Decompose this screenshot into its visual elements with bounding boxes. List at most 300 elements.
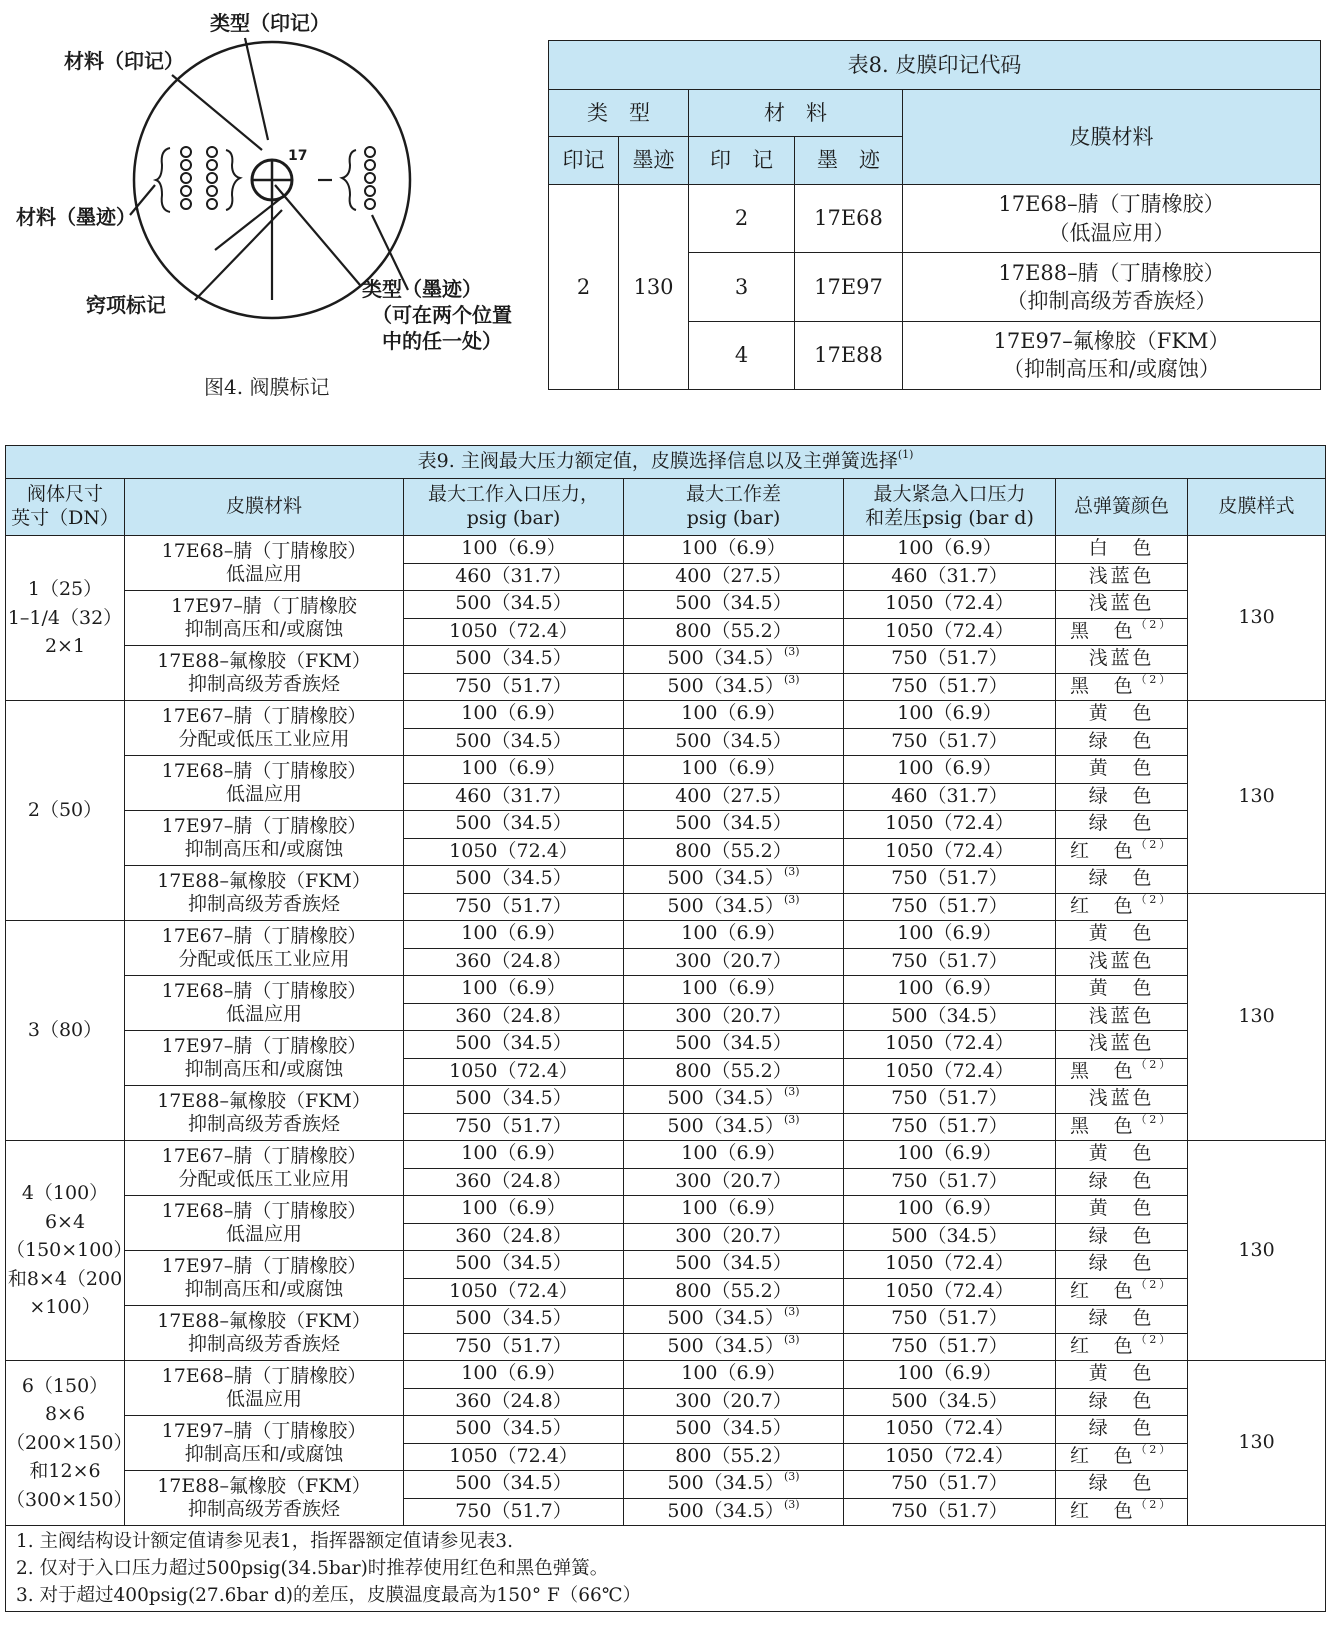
table9-diff-value: 100（6.9） — [681, 702, 786, 725]
table9-inlet: 460（31.7） — [404, 563, 624, 591]
table9-emergency: 500（34.5） — [844, 1003, 1056, 1031]
table8-material-line2: （抑制高压和/或腐蚀） — [1002, 357, 1221, 382]
table8-header-material: 材 料 — [689, 89, 903, 137]
table9-inlet: 500（34.5） — [404, 1416, 624, 1444]
table9-diff — [624, 701, 844, 729]
table9-diff-note: (3) — [783, 1497, 800, 1511]
table9-material — [125, 536, 404, 591]
table9-inlet: 1050（72.4） — [404, 1058, 624, 1086]
table9-diff — [624, 1086, 844, 1114]
table9-diff-value: 500（34.5） — [667, 647, 784, 670]
table9-diff-value: 100（6.9） — [681, 922, 786, 945]
table9-inlet: 360（24.8） — [404, 1223, 624, 1251]
table9-inlet: 100（6.9） — [404, 536, 624, 564]
table9-row — [6, 921, 1326, 949]
table9-emergency: 1050（72.4） — [844, 1058, 1056, 1086]
table9-spring — [1056, 701, 1188, 729]
table9-spring — [1056, 1278, 1188, 1306]
table8-material-line2: （低温应用） — [1048, 220, 1175, 245]
table9-size-line: 6（150） — [21, 1374, 109, 1397]
table9-material-line: 17E97–腈（丁腈橡胶） — [161, 1035, 367, 1058]
table9-inlet: 1050（72.4） — [404, 618, 624, 646]
table9-emergency: 750（51.7） — [844, 646, 1056, 674]
table9-spring — [1056, 1031, 1188, 1059]
table9-inlet: 1050（72.4） — [404, 838, 624, 866]
table9-inlet: 100（6.9） — [404, 701, 624, 729]
table9-material-line: 17E88–氟橡胶（FKM） — [157, 1310, 371, 1333]
table9-emergency: 750（51.7） — [844, 1086, 1056, 1114]
table8-header-ink2: 墨 迹 — [795, 137, 903, 185]
right-brace — [342, 150, 356, 210]
table9-material — [125, 1306, 404, 1361]
table9-material — [125, 1251, 404, 1306]
table9-style: 130 — [1188, 1361, 1326, 1526]
table9-size-line: 6×4 — [44, 1210, 86, 1233]
table9-emergency: 100（6.9） — [844, 976, 1056, 1004]
table9-diff-value: 300（20.7） — [675, 1169, 792, 1192]
label-kit-mark: 窍项标记 — [86, 293, 166, 317]
table9-emergency: 100（6.9） — [844, 536, 1056, 564]
table9-spring-color: 红 色 — [1069, 1499, 1136, 1522]
table9-spring-color: 黑 色 — [1069, 1114, 1136, 1137]
table9-inlet: 500（34.5） — [404, 646, 624, 674]
table9-spring — [1056, 1471, 1188, 1499]
table9-spring — [1056, 1113, 1188, 1141]
table9-diff-note: (3) — [783, 1470, 800, 1484]
table9-inlet: 100（6.9） — [404, 1196, 624, 1224]
table9-spring-color: 红 色 — [1069, 839, 1136, 862]
table9-size-line: ×100） — [29, 1296, 101, 1319]
table9-diff — [624, 1443, 844, 1471]
ink-dots-left — [181, 147, 217, 209]
table8-header-stamp2: 印 记 — [689, 137, 795, 185]
table8-diaphragm-material — [903, 253, 1321, 321]
table9-row — [6, 1141, 1326, 1169]
table9-inlet: 360（24.8） — [404, 1388, 624, 1416]
table9-spring-color: 绿 色 — [1088, 1417, 1155, 1440]
mid-brace — [226, 150, 240, 210]
table8-diaphragm-material — [903, 321, 1321, 389]
table9-spring — [1056, 811, 1188, 839]
table9-diff — [624, 948, 844, 976]
table9-material-line: 17E68–腈（丁腈橡胶） — [161, 1365, 367, 1388]
table9-emergency: 100（6.9） — [844, 756, 1056, 784]
table9-spring-color: 绿 色 — [1088, 784, 1155, 807]
table9-diff — [624, 1471, 844, 1499]
table9-emergency: 750（51.7） — [844, 1113, 1056, 1141]
table9-emergency: 750（51.7） — [844, 1498, 1056, 1526]
table9-diff-value: 300（20.7） — [675, 949, 792, 972]
table9-row — [6, 1031, 1326, 1059]
table9-spring-color: 黄 色 — [1088, 1142, 1155, 1165]
table8-material-line1: 17E97–氟橡胶（FKM） — [993, 328, 1230, 353]
table9-diff-value: 500（34.5） — [667, 867, 784, 890]
table9-emergency: 750（51.7） — [844, 866, 1056, 894]
table9-header-diff: 最大工作差 psig (bar) — [624, 479, 844, 536]
label-type-ink: 类型（墨迹） — [362, 277, 482, 301]
table9-material-line: 分配或低压工业应用 — [178, 1168, 350, 1190]
table9-size-line: （150×100） — [6, 1239, 133, 1262]
table9-spring — [1056, 893, 1188, 921]
table9-material — [125, 1086, 404, 1141]
table9-diff-value: 500（34.5） — [667, 1334, 784, 1357]
table9-spring-note: （2） — [1135, 1332, 1174, 1346]
table9-material-line: 低温应用 — [225, 1223, 302, 1245]
table9-diff — [624, 1141, 844, 1169]
table9-material-line: 17E68–腈（丁腈橡胶） — [161, 760, 367, 783]
table9-diff — [624, 1416, 844, 1444]
table9-diff — [624, 838, 844, 866]
table9-diff — [624, 1306, 844, 1334]
table9-emergency: 1050（72.4） — [844, 591, 1056, 619]
table9-row — [6, 536, 1326, 564]
table9-material-line: 低温应用 — [225, 783, 302, 805]
table9-spring-color: 绿 色 — [1088, 1307, 1155, 1330]
table9-size-line: 和12×6 — [29, 1460, 101, 1483]
table9-diff-value: 500（34.5） — [675, 812, 792, 835]
table9-inlet: 100（6.9） — [404, 1361, 624, 1389]
table9-emergency: 750（51.7） — [844, 1471, 1056, 1499]
table9-spring — [1056, 1058, 1188, 1086]
table9-size-line: 和8×4（200 — [7, 1267, 123, 1290]
table9-diff-value: 500（34.5） — [675, 592, 792, 615]
table9-material-line: 17E68–腈（丁腈橡胶） — [161, 540, 367, 563]
table9-diff-value: 100（6.9） — [681, 1197, 786, 1220]
table9-header-size: 阀体尺寸 英寸（DN） — [6, 479, 125, 536]
table8 — [548, 40, 1321, 390]
table9-material — [125, 701, 404, 756]
table9-material-line: 17E68–腈（丁腈橡胶） — [161, 1200, 367, 1223]
table9-diff-value: 500（34.5） — [667, 1472, 784, 1495]
table9-spring-color: 黄 色 — [1088, 757, 1155, 780]
table9-diff-value: 100（6.9） — [681, 1142, 786, 1165]
table9-spring — [1056, 1306, 1188, 1334]
table9-diff — [624, 811, 844, 839]
table9-inlet: 500（34.5） — [404, 811, 624, 839]
table9-style: 130 — [1188, 893, 1326, 1141]
table9-spring — [1056, 1223, 1188, 1251]
table9-material-line: 分配或低压工业应用 — [178, 728, 350, 750]
table9-material — [125, 1196, 404, 1251]
table9-diff — [624, 1003, 844, 1031]
table9-emergency: 750（51.7） — [844, 673, 1056, 701]
table9-material-line: 17E67–腈（丁腈橡胶） — [161, 705, 367, 728]
table9-spring — [1056, 1498, 1188, 1526]
table9-diff-value: 400（27.5） — [675, 784, 792, 807]
table9-emergency: 750（51.7） — [844, 893, 1056, 921]
table9-header-inlet: 最大工作入口压力， psig (bar) — [404, 479, 624, 536]
table9-material-line: 抑制高级芳香族烃 — [187, 1113, 340, 1135]
table8-type-ink: 130 — [619, 184, 689, 389]
table9-spring — [1056, 1168, 1188, 1196]
diaphragm-marking-diagram — [0, 0, 540, 420]
table9-diff — [624, 1333, 844, 1361]
table9-material — [125, 591, 404, 646]
table9-diff — [624, 1388, 844, 1416]
table9-spring — [1056, 646, 1188, 674]
table9-diff-value: 300（20.7） — [675, 1004, 792, 1027]
table9-size-line: 1–1/4（32） — [7, 606, 123, 629]
table9-spring — [1056, 1388, 1188, 1416]
table8-material-stamp: 2 — [689, 184, 795, 252]
table9-inlet: 500（34.5） — [404, 866, 624, 894]
table8-material-line1: 17E88–腈（丁腈橡胶） — [998, 260, 1225, 285]
label-type-stamp: 类型（印记） — [210, 11, 330, 35]
table9-material — [125, 1416, 404, 1471]
table9-row — [6, 1416, 1326, 1444]
table9-spring-color: 绿 色 — [1088, 812, 1155, 835]
table9-spring — [1056, 591, 1188, 619]
table9-diff — [624, 591, 844, 619]
table9-inlet: 100（6.9） — [404, 756, 624, 784]
table9-header-emergency: 最大紧急入口压力 和差压psig (bar d) — [844, 479, 1056, 536]
table9-emergency: 460（31.7） — [844, 563, 1056, 591]
table9-spring — [1056, 1196, 1188, 1224]
table9-size-line: 2×1 — [44, 635, 86, 658]
table8-diaphragm-material — [903, 184, 1321, 252]
table9-spring — [1056, 838, 1188, 866]
table9-material-line: 抑制高压和/或腐蚀 — [184, 838, 344, 860]
table9-diff-note: (3) — [783, 865, 800, 879]
table9-inlet: 500（34.5） — [404, 591, 624, 619]
table9-spring-color: 绿 色 — [1088, 867, 1155, 890]
table9-emergency: 1050（72.4） — [844, 1278, 1056, 1306]
table9-style: 130 — [1188, 1141, 1326, 1361]
table9-material — [125, 976, 404, 1031]
table9-diff-value: 500（34.5） — [667, 1307, 784, 1330]
table9-diff-value: 100（6.9） — [681, 977, 786, 1000]
table9-row — [6, 1086, 1326, 1114]
table9-diff — [624, 1196, 844, 1224]
table9-spring-color: 黄 色 — [1088, 1197, 1155, 1220]
table9-emergency: 460（31.7） — [844, 783, 1056, 811]
table9-material-line: 17E88–氟橡胶（FKM） — [157, 870, 371, 893]
table9-spring-color: 黑 色 — [1069, 674, 1136, 697]
table9-material-line: 17E97–腈（丁腈橡胶） — [161, 1420, 367, 1443]
table9-diff — [624, 1278, 844, 1306]
table9-diff — [624, 866, 844, 894]
table9-inlet: 100（6.9） — [404, 1141, 624, 1169]
table9-inlet: 500（34.5） — [404, 728, 624, 756]
table9-inlet: 750（51.7） — [404, 1113, 624, 1141]
table9-header-spring: 总弹簧颜色 — [1056, 479, 1188, 536]
table9-spring-color: 绿 色 — [1088, 1472, 1155, 1495]
table9-diff-value: 400（27.5） — [675, 564, 792, 587]
table9-inlet: 500（34.5） — [404, 1471, 624, 1499]
table9-diff — [624, 1113, 844, 1141]
table8-material-line2: （抑制高级芳香族烃） — [1006, 288, 1217, 313]
table9-size — [6, 1361, 133, 1526]
table9-diff-value: 500（34.5） — [667, 1087, 784, 1110]
table9-diff — [624, 976, 844, 1004]
table9-row — [6, 1196, 1326, 1224]
table9-emergency: 750（51.7） — [844, 1306, 1056, 1334]
table8-header-diaphragm-material: 皮膜材料 — [903, 89, 1321, 184]
table9-row — [6, 976, 1326, 1004]
table9-spring-color: 黄 色 — [1088, 1362, 1155, 1385]
table9-diff-note: (3) — [783, 645, 800, 659]
table9-row — [6, 1471, 1326, 1499]
table9-material — [125, 811, 404, 866]
table9-inlet: 500（34.5） — [404, 1306, 624, 1334]
table9-spring — [1056, 783, 1188, 811]
table9-emergency: 500（34.5） — [844, 1223, 1056, 1251]
table9-spring — [1056, 866, 1188, 894]
table8-material-stamp: 4 — [689, 321, 795, 389]
table9-spring — [1056, 728, 1188, 756]
table9-material — [125, 1141, 404, 1196]
table9-spring-color: 浅蓝色 — [1088, 647, 1155, 670]
table9-row — [6, 756, 1326, 784]
table9-material-line: 17E97–腈（丁腈橡胶） — [161, 1255, 367, 1278]
table9-material — [125, 646, 404, 701]
table9-emergency: 500（34.5） — [844, 1388, 1056, 1416]
table9-material — [125, 1471, 404, 1526]
table9-material-line: 17E68–腈（丁腈橡胶） — [161, 980, 367, 1003]
table8-material-ink: 17E88 — [795, 321, 903, 389]
table9-size-line: 2（50） — [27, 799, 103, 822]
table9-diff — [624, 646, 844, 674]
table9-spring — [1056, 618, 1188, 646]
table9-material-line: 抑制高级芳香族烃 — [187, 673, 340, 695]
table9-inlet: 360（24.8） — [404, 1003, 624, 1031]
table9-spring-color: 红 色 — [1069, 1279, 1136, 1302]
table9-diff-note: (3) — [783, 1305, 800, 1319]
label-material-ink: 材料（墨迹） — [16, 205, 136, 229]
table9-diff — [624, 618, 844, 646]
table9-spring-color: 黑 色 — [1069, 619, 1136, 642]
table9-spring-color: 浅蓝色 — [1088, 949, 1155, 972]
table9-diff-value: 500（34.5） — [675, 1032, 792, 1055]
table9-diff — [624, 1031, 844, 1059]
table9-spring — [1056, 756, 1188, 784]
table9-material-line: 抑制高压和/或腐蚀 — [184, 618, 344, 640]
table9-spring-color: 浅蓝色 — [1088, 564, 1155, 587]
table9-diff-value: 500（34.5） — [675, 1417, 792, 1440]
table9-material-line: 17E97–腈（丁腈橡胶 — [171, 595, 357, 618]
table9-row — [6, 701, 1326, 729]
table9-spring — [1056, 976, 1188, 1004]
table9-header-style: 皮膜样式 — [1188, 479, 1326, 536]
table9-material-line: 17E97–腈（丁腈橡胶） — [161, 815, 367, 838]
table9-diff — [624, 673, 844, 701]
table9-material — [125, 866, 404, 921]
table9-diff — [624, 921, 844, 949]
table9-notes — [6, 1526, 1326, 1612]
table9-diff-value: 800（55.2） — [675, 1059, 792, 1082]
label-type-ink-note2: 中的任一处） — [382, 329, 502, 353]
table9-spring-color: 浅蓝色 — [1088, 1087, 1155, 1110]
table9-material — [125, 921, 404, 976]
table9-material-line: 抑制高压和/或腐蚀 — [184, 1443, 344, 1465]
table9-emergency: 100（6.9） — [844, 1141, 1056, 1169]
table9-diff — [624, 536, 844, 564]
table9-emergency: 750（51.7） — [844, 1168, 1056, 1196]
table9-material-line: 分配或低压工业应用 — [178, 948, 350, 970]
table9-emergency: 750（51.7） — [844, 948, 1056, 976]
table9-spring-color: 绿 色 — [1088, 1389, 1155, 1412]
table9-spring — [1056, 1416, 1188, 1444]
table9-size-line: （300×150） — [6, 1488, 133, 1511]
table9-spring — [1056, 1141, 1188, 1169]
table9-diff — [624, 728, 844, 756]
table8-header-ink: 墨迹 — [619, 137, 689, 185]
table9-inlet: 750（51.7） — [404, 893, 624, 921]
table9-spring-note: （2） — [1135, 672, 1174, 686]
table9-header-material: 皮膜材料 — [125, 479, 404, 536]
table9-spring — [1056, 536, 1188, 564]
table9-diff-value: 100（6.9） — [681, 757, 786, 780]
table9-title-note: (1) — [897, 448, 914, 462]
table8-material-ink: 17E68 — [795, 184, 903, 252]
table9-title-text: 表9. 主阀最大压力额定值，皮膜选择信息以及主弹簧选择 — [417, 450, 898, 473]
table9-material-line: 抑制高级芳香族烃 — [187, 893, 340, 915]
table9-emergency: 100（6.9） — [844, 701, 1056, 729]
table9-row — [6, 866, 1326, 894]
table9-material-line: 低温应用 — [225, 1003, 302, 1025]
table9-emergency: 1050（72.4） — [844, 1443, 1056, 1471]
label-type-ink-note1: （可在两个位置 — [372, 303, 512, 327]
table9-spring-note: （2） — [1135, 1497, 1174, 1511]
table9-title — [6, 446, 1326, 479]
table9-diff-value: 100（6.9） — [681, 1362, 786, 1385]
table9-size-line: 4（100） — [21, 1182, 109, 1205]
table9-emergency: 1050（72.4） — [844, 618, 1056, 646]
table9-spring-color: 黑 色 — [1069, 1059, 1136, 1082]
table9-spring-color: 浅蓝色 — [1088, 1004, 1155, 1027]
table9-spring-note: （2） — [1135, 892, 1174, 906]
table9-inlet: 750（51.7） — [404, 1333, 624, 1361]
table9-diff-note: (3) — [783, 1332, 800, 1346]
table9-diff-value: 300（20.7） — [675, 1389, 792, 1412]
table9-size-line: 1（25） — [27, 578, 103, 601]
table9-material-line: 低温应用 — [225, 563, 302, 585]
table9-inlet: 360（24.8） — [404, 948, 624, 976]
table9-emergency: 750（51.7） — [844, 1333, 1056, 1361]
left-brace — [156, 148, 170, 212]
table9-diff-value: 800（55.2） — [675, 1279, 792, 1302]
table9-diff — [624, 1361, 844, 1389]
table9-note-3: 3. 对于超过400psig(27.6bar d)的差压，皮膜温度最高为150° F（66℃） — [16, 1584, 642, 1606]
table9-inlet: 750（51.7） — [404, 1498, 624, 1526]
table9-spring-note: （2） — [1135, 1057, 1174, 1071]
table9-row — [6, 1306, 1326, 1334]
table9-spring-color: 绿 色 — [1088, 1252, 1155, 1275]
table8-material-stamp: 3 — [689, 253, 795, 321]
table9-diff-value: 500（34.5） — [667, 1114, 784, 1137]
table9-inlet: 460（31.7） — [404, 783, 624, 811]
table9-diff — [624, 563, 844, 591]
table9-style: 130 — [1188, 536, 1326, 701]
table9-material-line: 17E67–腈（丁腈橡胶） — [161, 925, 367, 948]
table8-title: 表8. 皮膜印记代码 — [549, 41, 1321, 90]
table9-spring-color: 黄 色 — [1088, 977, 1155, 1000]
table9-diff-value: 300（20.7） — [675, 1224, 792, 1247]
table9-diff — [624, 893, 844, 921]
table9-inlet: 500（34.5） — [404, 1086, 624, 1114]
table9-material-line: 抑制高级芳香族烃 — [187, 1333, 340, 1355]
table9-spring-note: （2） — [1135, 1277, 1174, 1291]
table9-material — [125, 756, 404, 811]
table9-material-line: 17E88–氟橡胶（FKM） — [157, 650, 371, 673]
table9-material-line: 17E67–腈（丁腈橡胶） — [161, 1145, 367, 1168]
table9-diff-note: (3) — [783, 1112, 800, 1126]
table8-type-stamp: 2 — [549, 184, 619, 389]
table9-spring-color: 绿 色 — [1088, 1169, 1155, 1192]
table9-diff-value: 800（55.2） — [675, 619, 792, 642]
table8-header-stamp: 印记 — [549, 137, 619, 185]
table9-spring — [1056, 1333, 1188, 1361]
